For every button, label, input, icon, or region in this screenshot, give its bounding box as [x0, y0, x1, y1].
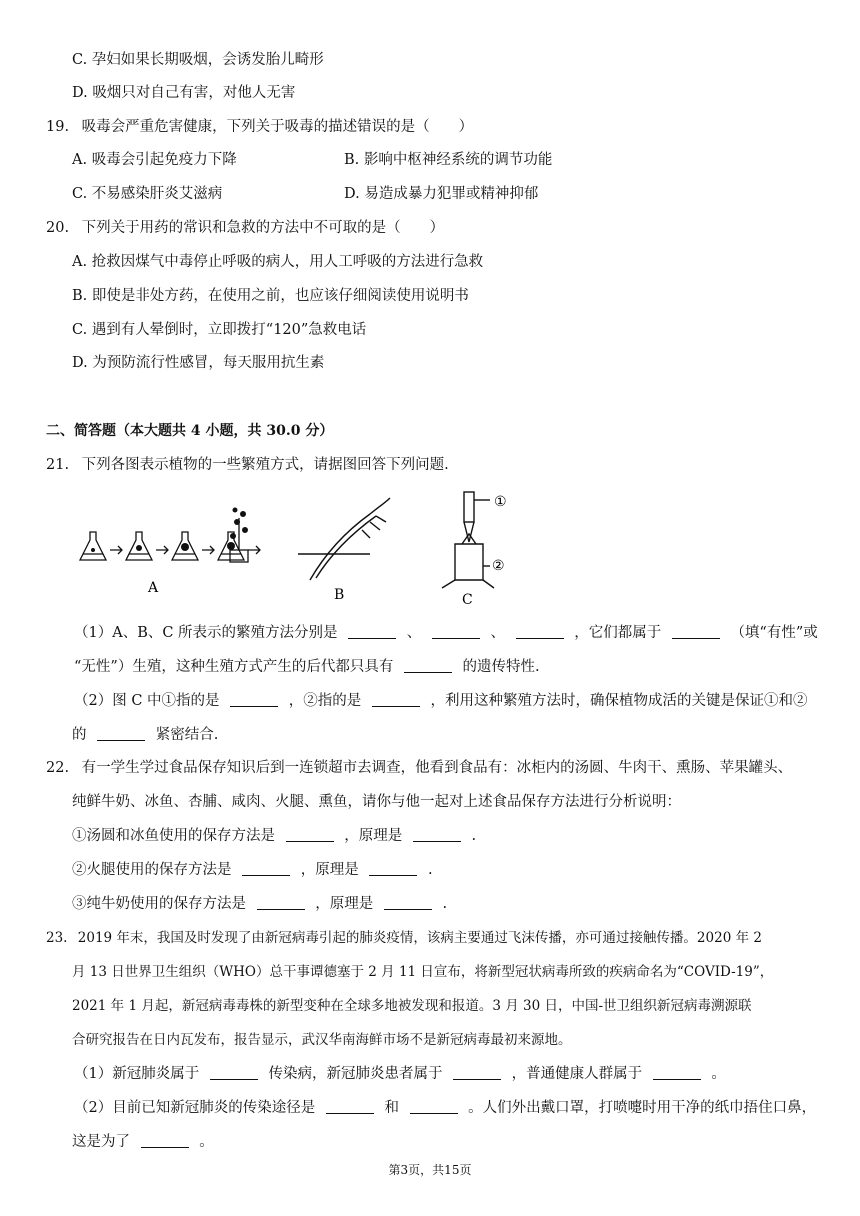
- q22-l1-text-a: ①汤圆和冰鱼使用的保存方法是: [72, 828, 275, 844]
- figure-a-tissue-culture: [80, 518, 260, 562]
- q21-p1-text-c: 、: [490, 625, 505, 641]
- q23-part-2-line-1: [74, 1098, 816, 1118]
- q21-p2-text-e: 紧密结合.: [155, 727, 219, 743]
- q21-p1-text-g: 的遗传特性.: [462, 659, 540, 675]
- answer-blank[interactable]: [286, 827, 334, 842]
- q22-l1-text-b: ，原理是: [344, 828, 403, 844]
- q23-p1-text-a: （1）新冠肺炎属于: [74, 1066, 200, 1082]
- q23-p2-text-a: （2）目前已知新冠肺炎的传染途径是: [74, 1100, 316, 1116]
- q23-stem-line-4: 合研究报告在日内瓦发布，报告显示，武汉华南海鲜市场不是新冠病毒最初来源地。: [72, 1032, 572, 1048]
- q22-l3-text-c: .: [442, 896, 448, 912]
- q19-option-a: A. 吸毒会引起免疫力下降: [72, 152, 237, 168]
- q22-stem-text-1: 有一学生学过食品保存知识后到一连锁超市去调查，他看到食品有：冰柜内的汤圆、牛肉干、熏肠、苹果罐头、: [81, 760, 793, 776]
- answer-blank[interactable]: [242, 861, 290, 876]
- q21-p2-text-d: 的: [72, 727, 87, 743]
- q21-p1-text-b: 、: [406, 625, 422, 641]
- answer-blank[interactable]: [404, 658, 452, 673]
- q21-p2-text-c: ，利用这种繁殖方法时，确保植物成活的关键是保证①和②: [430, 693, 808, 709]
- q19-option-c: C. 不易感染肝炎艾滋病: [72, 186, 223, 202]
- q20-option-b: B. 即使是非处方药，在使用之前，也应该仔细阅读使用说明书: [72, 288, 469, 304]
- figure-mark-2: ②: [492, 558, 505, 574]
- answer-blank[interactable]: [348, 624, 396, 639]
- q23-p2-text-e: 。: [199, 1134, 214, 1150]
- q19-stem-text: 吸毒会严重危害健康，下列关于吸毒的描述错误的是（ ）: [81, 119, 474, 135]
- q19-stem: [46, 117, 473, 137]
- q22-item-2: [72, 860, 433, 880]
- q23-part-1: [74, 1064, 726, 1084]
- q23-p1-text-d: 。: [711, 1066, 726, 1082]
- q19-number: 19.: [46, 119, 70, 135]
- q21-part-1-line-1: [74, 623, 818, 643]
- q20-stem-text: 下列关于用药的常识和急救的方法中不可取的是（ ）: [81, 220, 445, 236]
- q20-option-a: A. 抢救因煤气中毒停止呼吸的病人，用人工呼吸的方法进行急救: [72, 254, 484, 270]
- q19-option-d: D. 易造成暴力犯罪或精神抑郁: [344, 186, 539, 202]
- q20-number: 20.: [46, 220, 70, 236]
- q22-l2-text-c: .: [427, 862, 433, 878]
- figure-a-plantlets: [91, 508, 248, 553]
- q22-l3-text-a: ③纯牛奶使用的保存方法是: [72, 896, 246, 912]
- q22-l2-text-b: ，原理是: [300, 862, 359, 878]
- section-2-title: 二、简答题（本大题共 4 小题，共 30.0 分）: [46, 423, 334, 439]
- q22-stem-line-1: [46, 758, 792, 778]
- figure-label-c: C: [462, 592, 473, 608]
- answer-blank[interactable]: [326, 1099, 374, 1114]
- figure-label-a: A: [148, 580, 159, 596]
- figure-label-b: B: [334, 587, 345, 603]
- q21-p1-text-f: “无性”）生殖，这种生殖方式产生的后代都只具有: [74, 659, 394, 675]
- q23-part-2-line-2: [72, 1132, 214, 1152]
- q22-stem-line-2: 纯鲜牛奶、冰鱼、杏脯、咸肉、火腿、熏鱼，请你与他一起对上述食品保存方法进行分析说明：: [72, 794, 681, 810]
- plant-propagation-figure: [70, 484, 530, 612]
- q23-p2-text-d: 这是为了: [72, 1134, 130, 1150]
- q21-part-1-line-2: [74, 657, 540, 677]
- q22-item-1: [72, 826, 476, 846]
- answer-blank[interactable]: [410, 1099, 458, 1114]
- answer-blank[interactable]: [384, 895, 432, 910]
- q21-p1-text-a: （1）A、B、C 所表示的繁殖方法分别是: [74, 625, 338, 641]
- q21-number: 21.: [46, 457, 70, 473]
- q23-stem-line-3: 2021 年 1 月起，新冠病毒毒株的新型变种在全球多地被发现和报道。3 月 30 日，中国-世卫组织新冠病毒溯源联: [72, 998, 752, 1014]
- q20-stem: [46, 218, 444, 238]
- q23-stem-text-1: 2019 年末，我国及时发现了由新冠病毒引起的肺炎疫情，该病主要通过飞沫传播，亦可通过接触传播。2020 年 2: [77, 930, 762, 946]
- q22-l1-text-c: .: [471, 828, 477, 844]
- q23-p1-text-c: ，普通健康人群属于: [511, 1066, 643, 1082]
- answer-blank[interactable]: [453, 1065, 501, 1080]
- figure-b-layering: [298, 498, 390, 580]
- answer-blank[interactable]: [257, 895, 305, 910]
- q21-stem: [46, 455, 449, 475]
- q21-p1-text-d: ，它们都属于: [574, 625, 662, 641]
- answer-blank[interactable]: [141, 1133, 189, 1148]
- q21-p1-text-e: （填“有性”或: [730, 625, 818, 641]
- q19-option-b: B. 影响中枢神经系统的调节功能: [344, 152, 553, 168]
- answer-blank[interactable]: [97, 726, 145, 741]
- q18-option-d: D. 吸烟只对自己有害，对他人无害: [72, 85, 296, 101]
- q23-p2-text-c: 。人们外出戴口罩，打喷嚏时用干净的纸巾捂住口鼻，: [468, 1100, 817, 1116]
- q23-p2-text-b: 和: [384, 1100, 399, 1116]
- q23-number: 23.: [46, 930, 68, 946]
- figure-mark-1: ①: [494, 494, 507, 510]
- q22-number: 22.: [46, 760, 70, 776]
- answer-blank[interactable]: [672, 624, 720, 639]
- q21-stem-text: 下列各图表示植物的一些繁殖方式，请据图回答下列问题.: [81, 457, 449, 473]
- q22-l2-text-a: ②火腿使用的保存方法是: [72, 862, 232, 878]
- answer-blank[interactable]: [413, 827, 461, 842]
- q22-item-3: [72, 894, 447, 914]
- q21-p2-text-b: ，②指的是: [288, 693, 362, 709]
- q21-p2-text-a: （2）图 C 中①指的是: [74, 693, 220, 709]
- q23-p1-text-b: 传染病，新冠肺炎患者属于: [268, 1066, 443, 1082]
- q20-option-d: D. 为预防流行性感冒，每天服用抗生素: [72, 355, 325, 371]
- answer-blank[interactable]: [230, 692, 278, 707]
- q21-part-2-line-1: [74, 691, 807, 711]
- answer-blank[interactable]: [653, 1065, 701, 1080]
- figure-c-grafting: [442, 492, 494, 588]
- q23-stem-line-1: [46, 928, 762, 948]
- page-number-footer: 第3页，共15页: [388, 1163, 472, 1177]
- answer-blank[interactable]: [432, 624, 480, 639]
- answer-blank[interactable]: [210, 1065, 258, 1080]
- answer-blank[interactable]: [372, 692, 420, 707]
- q18-option-c: C. 孕妇如果长期吸烟，会诱发胎儿畸形: [72, 52, 324, 68]
- q21-part-2-line-2: [72, 725, 218, 745]
- answer-blank[interactable]: [516, 624, 564, 639]
- q22-l3-text-b: ，原理是: [315, 896, 374, 912]
- q23-stem-line-2: 月 13 日世界卫生组织（WHO）总干事谭德塞于 2 月 11 日宣布，将新型冠状病毒所致的疾病命名为“COVID-19”，: [72, 964, 774, 980]
- answer-blank[interactable]: [369, 861, 417, 876]
- q20-option-c: C. 遇到有人晕倒时，立即拨打“120”急救电话: [72, 322, 367, 338]
